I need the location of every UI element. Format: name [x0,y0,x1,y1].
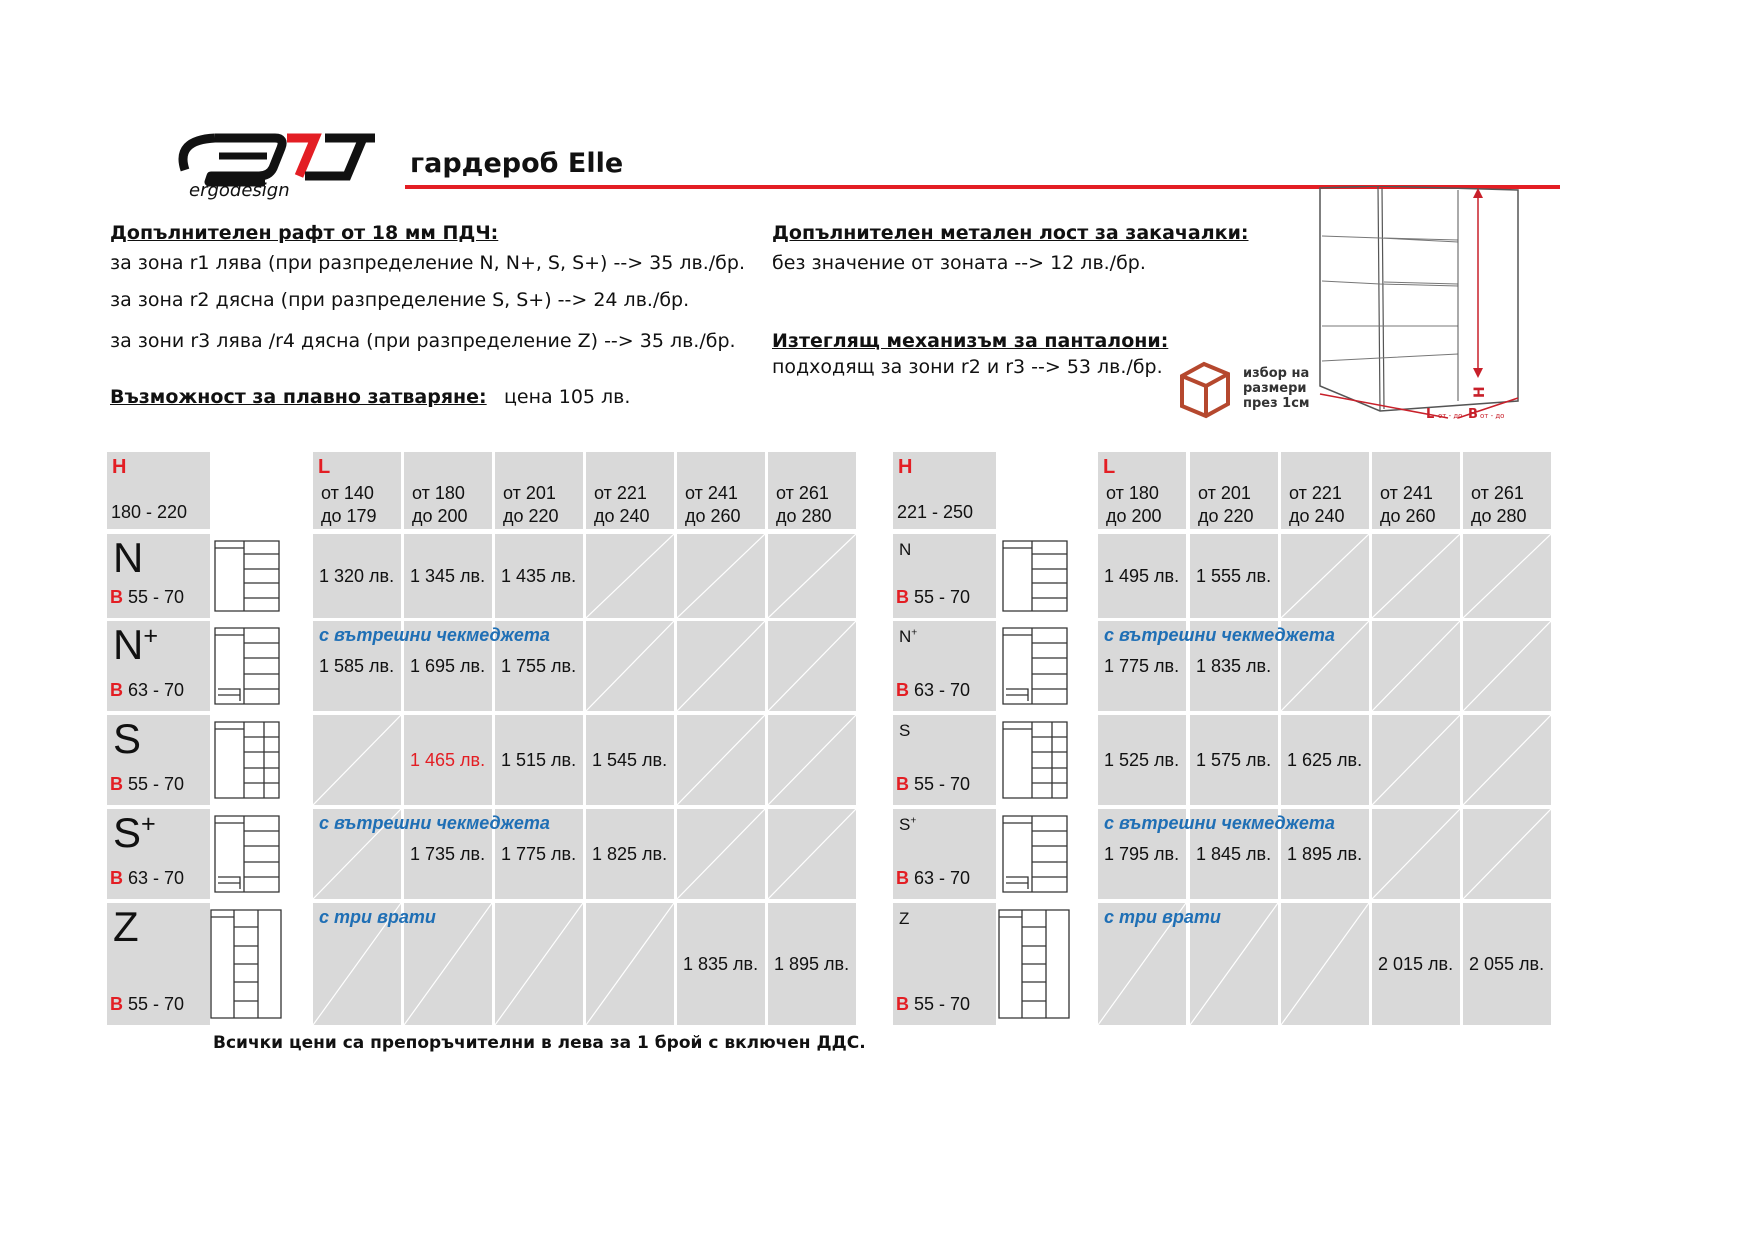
price-cell [1463,903,1551,1025]
l-label: L [1103,456,1116,478]
shelf-line-3: за зони r3 лява /r4 дясна (при разпределение Z) --> 35 лв./бр. [110,330,736,352]
model-cell [893,534,996,618]
price-value: 1 320 лв. [319,565,395,586]
price-cell [1372,809,1460,899]
depth-label: B [110,994,123,1014]
price-value: 1 465 лв. [410,749,486,770]
soft-close-price: цена 105 лв. [504,386,631,408]
model-cell [107,534,210,618]
l-range-to: до 200 [1106,506,1162,526]
price-value: 1 755 лв. [501,655,577,676]
l-range [503,482,559,528]
trouser-heading: Изтеглящ механизъм за панталони: [772,330,1169,352]
l-range [1289,482,1345,528]
price-value: 1 545 лв. [592,749,668,770]
l-column-header [586,452,674,529]
row-note: с три врати [319,907,436,927]
depth-label: B [896,868,909,888]
depth-range [896,680,970,701]
price-cell [586,903,674,1025]
price-cell [1372,534,1460,618]
price-cell [404,715,492,805]
model-name [113,715,141,763]
wardrobe-layout-icon [1002,721,1068,799]
price-cell [768,809,856,899]
model-letter: S [899,721,911,740]
l-column-header [495,452,583,529]
l-range-to: до 260 [685,506,741,526]
wardrobe-layout-icon [998,909,1070,1019]
l-range [1471,482,1527,528]
model-cell [893,903,996,1025]
depth-range [110,587,184,608]
rod-heading: Допълнителен метален лост за закачалки: [772,222,1249,244]
size-badge-line-2: размери [1243,381,1307,396]
cube-icon [1172,358,1242,423]
price-cell [586,715,674,805]
model-cell [107,809,210,899]
price-value: 1 835 лв. [683,953,759,974]
depth-label: B [110,774,123,794]
l-range-from: от 221 [1289,483,1342,503]
shelf-line-1: за зона r1 лява (при разпределение N, N+, S, S+) --> 35 лв./бр. [110,252,745,274]
price-value: 1 775 лв. [1104,655,1180,676]
price-cell [1463,534,1551,618]
l-range-from: от 201 [503,483,556,503]
price-cell [586,621,674,711]
price-value: 1 835 лв. [1196,655,1272,676]
depth-value: 63 - 70 [909,680,971,700]
shelf-heading: Допълнителен рафт от 18 мм ПДЧ: [110,222,499,244]
dim-l-unit: от - до [1438,412,1463,420]
h-header-cell [107,452,210,529]
l-range-to: до 220 [503,506,559,526]
depth-label: B [896,587,909,607]
model-superscript: + [910,815,917,827]
wardrobe-layout-icon [1002,627,1068,705]
l-range-from: от 241 [1380,483,1433,503]
wardrobe-dimension-drawing [1318,186,1528,421]
l-range [412,482,468,528]
model-letter: Z [113,903,139,950]
l-range-to: до 280 [1471,506,1527,526]
l-column-header [768,452,856,529]
l-range-from: от 241 [685,483,738,503]
size-badge-line-3: през 1см [1243,396,1310,411]
l-column-header [404,452,492,529]
price-value: 1 625 лв. [1287,749,1363,770]
model-cell [107,621,210,711]
wardrobe-layout-icon [1002,540,1068,612]
l-column-header [1098,452,1186,529]
model-name [899,909,909,929]
model-letter: S [899,815,911,834]
price-cell [1281,903,1369,1025]
model-name [899,540,911,560]
price-cell [495,903,583,1025]
model-name [899,721,910,741]
depth-label: B [110,680,123,700]
model-superscript: + [141,810,156,838]
row-note: с вътрешни чекмеджета [1104,813,1335,833]
dim-b-unit: от - до [1480,412,1505,420]
price-cell [1372,621,1460,711]
price-cell [313,534,401,618]
footer-note: Всички цени са препоръчителни в лева за 1 брой с включен ДДС. [213,1033,866,1053]
price-value: 1 345 лв. [410,565,486,586]
l-range-from: от 221 [594,483,647,503]
dim-l-label: L [1426,407,1435,421]
model-letter: N [113,534,144,581]
l-column-header [1190,452,1278,529]
depth-value: 63 - 70 [909,868,971,888]
l-range-from: от 201 [1198,483,1251,503]
l-range-from: от 261 [1471,483,1524,503]
l-range [1380,482,1436,528]
row-note: с вътрешни чекмеджета [319,813,550,833]
wardrobe-layout-icon [214,815,280,893]
l-range-to: до 280 [776,506,832,526]
price-cell [1372,715,1460,805]
price-value: 1 575 лв. [1196,749,1272,770]
model-cell [893,809,996,899]
model-letter: N [113,621,144,668]
price-cell [1463,809,1551,899]
model-name [113,809,156,857]
price-cell [768,903,856,1025]
depth-label: B [110,587,123,607]
depth-value: 55 - 70 [909,994,971,1014]
depth-range [896,994,970,1015]
model-cell [107,715,210,805]
model-letter: N [899,540,912,559]
model-letter: S [113,715,142,762]
depth-range [896,587,970,608]
l-range [685,482,741,528]
row-note: с вътрешни чекмеджета [319,625,550,645]
depth-label: B [896,680,909,700]
depth-value: 63 - 70 [123,868,185,888]
depth-range [110,774,184,795]
soft-close-heading: Възможност за плавно затваряне: [110,386,487,408]
price-cell [677,715,765,805]
price-cell [313,715,401,805]
price-value: 1 495 лв. [1104,565,1180,586]
price-cell [586,809,674,899]
price-value: 1 525 лв. [1104,749,1180,770]
depth-range [110,994,184,1015]
price-cell [586,534,674,618]
price-value: 1 735 лв. [410,843,486,864]
model-cell [107,903,210,1025]
model-name [899,627,917,647]
depth-range [896,868,970,889]
row-note: с три врати [1104,907,1221,927]
price-cell [1463,715,1551,805]
l-range [1106,482,1162,528]
price-value: 1 775 лв. [501,843,577,864]
price-cell [677,534,765,618]
depth-range [896,774,970,795]
price-cell [1098,715,1186,805]
price-value: 1 895 лв. [1287,843,1363,864]
l-label: L [318,456,331,478]
row-note: с вътрешни чекмеджета [1104,625,1335,645]
model-cell [893,715,996,805]
h-range: 221 - 250 [897,502,974,522]
depth-value: 55 - 70 [123,994,185,1014]
l-range-to: до 220 [1198,506,1254,526]
l-column-header [677,452,765,529]
ergodesign-logo [175,130,385,200]
price-cell [677,809,765,899]
page-title: гардероб Elle [410,148,624,179]
wardrobe-layout-icon [214,540,280,612]
price-value: 1 695 лв. [410,655,486,676]
l-range-to: до 240 [1289,506,1345,526]
model-superscript: + [911,627,918,639]
depth-value: 55 - 70 [123,774,185,794]
model-name [113,534,143,582]
l-range-from: от 180 [1106,483,1159,503]
depth-range [110,868,184,889]
model-letter: S [113,809,142,856]
shelf-line-2: за зона r2 дясна (при разпределение S, S+) --> 24 лв./бр. [110,289,690,311]
l-column-header [313,452,401,529]
depth-label: B [896,994,909,1014]
price-value: 1 555 лв. [1196,565,1272,586]
price-value: 1 585 лв. [319,655,395,676]
price-cell [768,534,856,618]
l-range-to: до 260 [1380,506,1436,526]
model-name [899,815,916,835]
price-cell [1463,621,1551,711]
wardrobe-layout-icon [214,627,280,705]
l-range-from: от 140 [321,483,374,503]
l-range [1198,482,1254,528]
rod-line: без значение от зоната --> 12 лв./бр. [772,252,1146,274]
model-name [113,903,139,951]
depth-value: 63 - 70 [123,680,185,700]
l-range-from: от 180 [412,483,465,503]
depth-range [110,680,184,701]
model-letter: Z [899,909,910,928]
model-cell [893,621,996,711]
l-column-header [1281,452,1369,529]
price-cell [1281,715,1369,805]
price-value: 1 515 лв. [501,749,577,770]
depth-value: 55 - 70 [909,774,971,794]
price-cell [677,903,765,1025]
price-cell [1098,534,1186,618]
h-label: H [112,456,127,478]
dim-b-label: B [1468,407,1478,421]
price-value: 2 015 лв. [1378,953,1454,974]
l-range [321,482,377,528]
l-range-to: до 179 [321,506,377,526]
price-cell [495,715,583,805]
l-range-to: до 240 [594,506,650,526]
price-cell [1190,534,1278,618]
price-cell [768,621,856,711]
depth-value: 55 - 70 [909,587,971,607]
l-range [594,482,650,528]
size-badge [1243,366,1310,411]
l-column-header [1372,452,1460,529]
model-superscript: + [143,622,159,650]
trouser-line: подходящ за зони r2 и r3 --> 53 лв./бр. [772,356,1163,378]
l-column-header [1463,452,1551,529]
price-cell [677,621,765,711]
depth-value: 55 - 70 [123,587,185,607]
wardrobe-layout-icon [214,721,280,799]
price-value: 1 825 лв. [592,843,668,864]
price-cell [1281,534,1369,618]
logo-text: ergodesign [189,180,290,200]
price-cell [495,534,583,618]
price-cell [404,534,492,618]
l-range-to: до 200 [412,506,468,526]
price-value: 1 795 лв. [1104,843,1180,864]
wardrobe-layout-icon [1002,815,1068,893]
depth-label: B [110,868,123,888]
h-range: 180 - 220 [111,502,188,522]
price-value: 2 055 лв. [1469,953,1545,974]
price-cell [768,715,856,805]
model-name [113,621,158,669]
l-range-from: от 261 [776,483,829,503]
dim-h-label: H [1472,386,1488,398]
depth-label: B [896,774,909,794]
price-cell [1372,903,1460,1025]
price-cell [1190,715,1278,805]
price-value: 1 845 лв. [1196,843,1272,864]
price-value: 1 435 лв. [501,565,577,586]
wardrobe-layout-icon [210,909,282,1019]
h-label: H [898,456,913,478]
size-badge-line-1: избор на [1243,366,1310,381]
l-range [776,482,832,528]
h-header-cell [893,452,996,529]
model-letter: N [899,627,912,646]
price-value: 1 895 лв. [774,953,850,974]
